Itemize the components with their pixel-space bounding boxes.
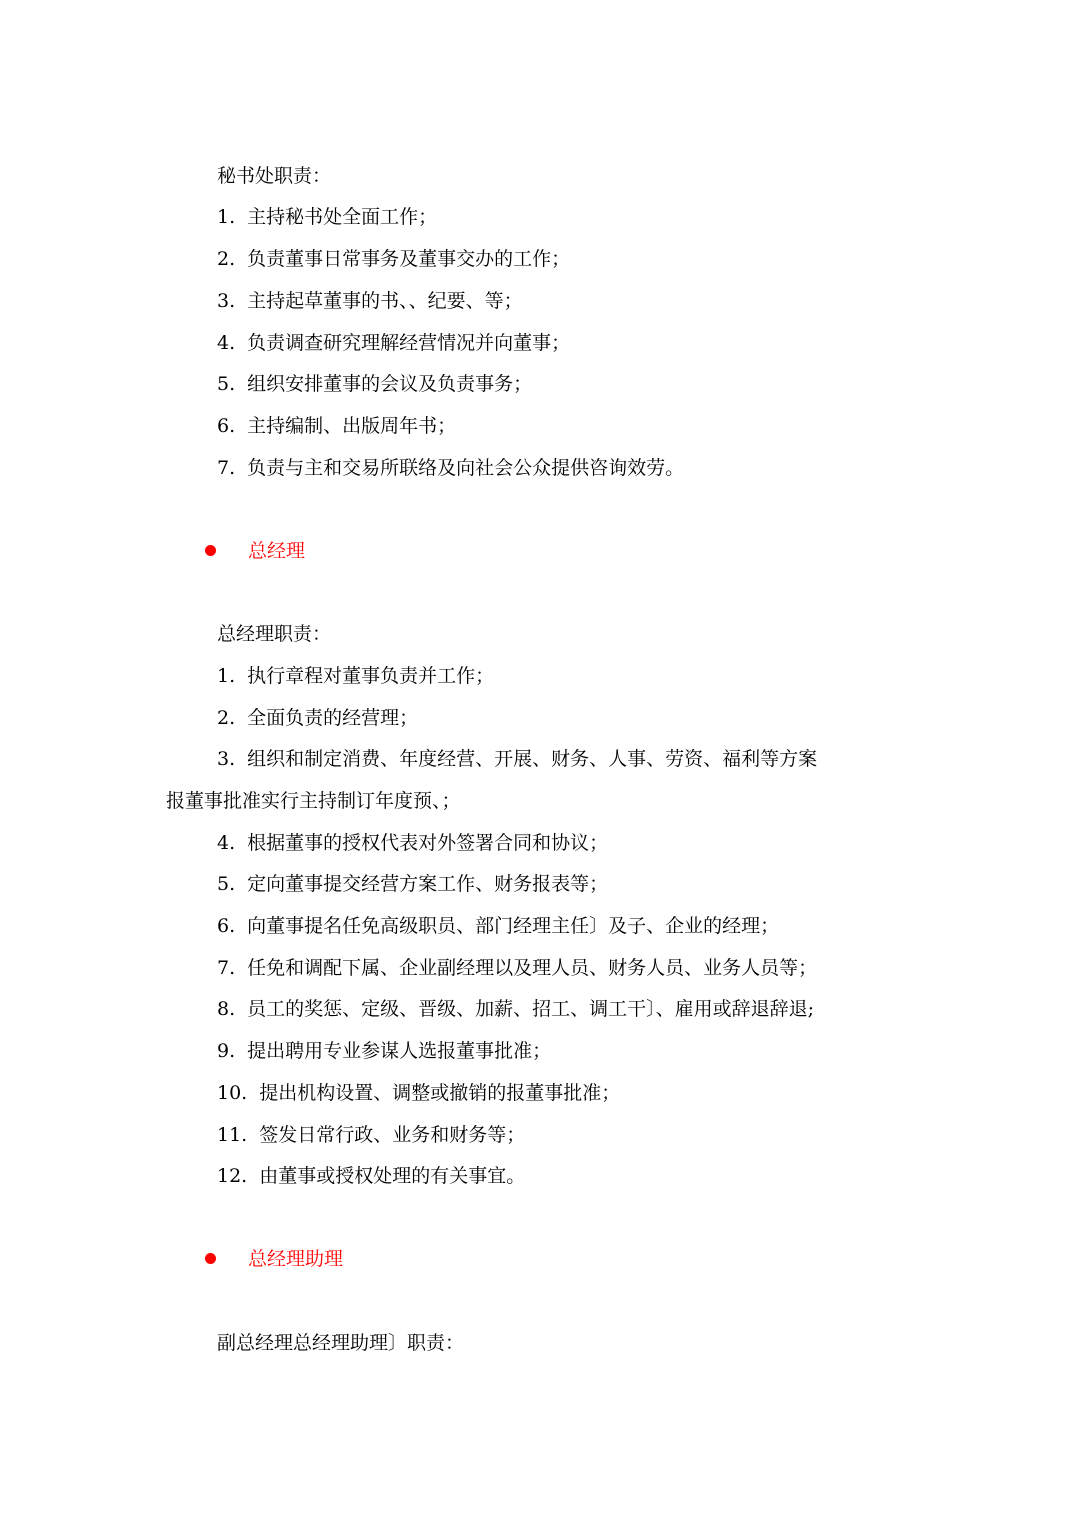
item-text: 负责与主和交易所联络及向社会公众提供咨询效劳。 [247, 457, 685, 479]
item-text: 任免和调配下属、企业副经理以及理人员、财务人员、业务人员等； [247, 957, 818, 979]
item-text: 向董事提名任免高级职员、部门经理主任〕及子、企业的经理； [247, 915, 780, 937]
list-item [217, 664, 494, 688]
item-number: 3. [217, 748, 236, 770]
list-item [217, 456, 684, 480]
list-item [217, 872, 608, 896]
list-item [217, 331, 570, 355]
item-number: 2. [217, 248, 236, 270]
item-text: 定向董事提交经营方案工作、财务报表等； [247, 873, 609, 895]
item-text: 主持编制、出版周年书； [247, 415, 457, 437]
list-item-continuation: 报董事批准实行主持制订年度预、； [166, 790, 461, 812]
item-text: 根据董事的授权代表对外签署合同和协议； [247, 832, 609, 854]
item-number: 1. [217, 206, 236, 228]
item-number: 7. [217, 957, 236, 979]
item-number: 6. [217, 415, 236, 437]
list-item [217, 831, 608, 855]
heading-general-manager [205, 539, 305, 563]
bullet-dot-icon [205, 545, 216, 556]
item-text: 签发日常行政、业务和财务等； [259, 1124, 526, 1146]
item-text: 组织和制定消费、年度经营、开展、财务、人事、劳资、福利等方案 [247, 748, 818, 770]
list-item [217, 706, 418, 730]
list-item [217, 414, 456, 438]
item-number: 2. [217, 707, 236, 729]
item-number: 7. [217, 457, 236, 479]
list-item [217, 1123, 525, 1147]
list-item [217, 956, 817, 980]
list-item [217, 747, 817, 771]
item-number: 4. [217, 832, 236, 854]
item-text: 负责调查研究理解经营情况并向董事； [247, 332, 571, 354]
item-number: 10. [217, 1082, 248, 1104]
item-text: 员工的奖惩、定级、晋级、加薪、招工、调工干〕、雇用或辞退辞退; [247, 998, 815, 1020]
list-item [217, 1081, 620, 1105]
item-text: 主持起草董事的书、、纪要、等； [247, 290, 523, 312]
item-number: 9. [217, 1040, 236, 1062]
item-text: 执行章程对董事负责并工作； [247, 665, 495, 687]
list-item [217, 372, 532, 396]
section-title-secretariat: 秘书处职责： [217, 165, 332, 187]
item-text: 由董事或授权处理的有关事宜。 [259, 1165, 526, 1187]
item-number: 11. [217, 1124, 248, 1146]
list-item [217, 914, 779, 938]
section-title-deputy-general-manager: 副总经理总经理助理〕职责： [217, 1332, 465, 1354]
bullet-dot-icon [205, 1253, 216, 1264]
item-number: 4. [217, 332, 236, 354]
heading-label: 总经理 [248, 540, 306, 562]
item-text: 提出机构设置、调整或撤销的报董事批准； [259, 1082, 621, 1104]
item-number: 1. [217, 665, 236, 687]
item-text: 提出聘用专业参谋人选报董事批准； [247, 1040, 552, 1062]
section-title-general-manager: 总经理职责： [217, 623, 332, 645]
list-item [217, 247, 570, 271]
item-number: 5. [217, 873, 236, 895]
heading-assistant-general-manager [205, 1247, 343, 1271]
list-item [217, 289, 523, 313]
item-number: 8. [217, 998, 236, 1020]
item-text: 负责董事日常事务及董事交办的工作； [247, 248, 571, 270]
heading-label: 总经理助理 [248, 1248, 344, 1270]
list-item [217, 1164, 525, 1188]
item-text: 主持秘书处全面工作； [247, 206, 438, 228]
item-number: 5. [217, 373, 236, 395]
item-number: 3. [217, 290, 236, 312]
list-item [217, 997, 814, 1021]
list-item [217, 205, 437, 229]
list-item [217, 1039, 551, 1063]
item-text: 组织安排董事的会议及负责事务； [247, 373, 533, 395]
item-text: 全面负责的经营理； [247, 707, 419, 729]
item-number: 6. [217, 915, 236, 937]
item-number: 12. [217, 1165, 248, 1187]
